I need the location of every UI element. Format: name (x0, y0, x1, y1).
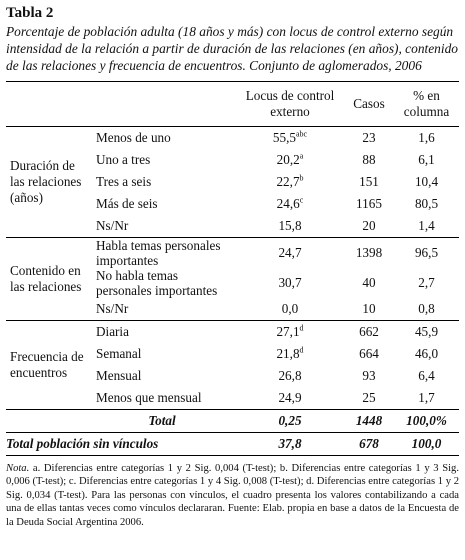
table-row (6, 126, 459, 149)
group-label: Duración de las relaciones (años) (10, 157, 82, 205)
locus-value: 26,8 (278, 367, 302, 383)
table-caption: Porcentaje de población adulta (18 años y más) con locus de control externo según intensidad de la relación a partir de duración de las relaciones (en años), contenido de las relaciones y frecuencia de encuentros. Conjunto de aglomerados, 2006 (6, 24, 458, 74)
casos-value: 20 (362, 217, 376, 233)
casos-value: 23 (362, 129, 376, 145)
grand-total-row (6, 432, 459, 455)
total-row-label: Total (88, 409, 236, 432)
group-label: Frecuencia de encuentros (6, 320, 88, 409)
locus-value: 24,7 (278, 244, 302, 260)
locus-cell (236, 237, 344, 268)
locus-value: 0,0 (281, 300, 299, 316)
footnote-marker: abc (295, 129, 308, 139)
total-row-pct: 100,0% (394, 409, 459, 432)
footnote-marker: b (299, 173, 304, 183)
pct-value: 2,7 (418, 274, 435, 290)
locus-value: 20,2 (276, 151, 300, 167)
total-row-locus: 0,25 (236, 409, 344, 432)
table-row (6, 237, 459, 268)
pct-value: 96,5 (394, 237, 459, 268)
pct-value: 0,8 (418, 300, 435, 316)
row-label: Mensual (96, 368, 142, 384)
locus-cell (236, 387, 344, 410)
row-label: Tres a seis (96, 174, 152, 190)
row-label: Ns/Nr (96, 218, 129, 234)
locus-cell (236, 149, 344, 171)
row-label: Habla temas personales importantes (88, 237, 236, 268)
locus-cell (236, 298, 344, 321)
table-row (6, 320, 459, 343)
row-label: No habla temas personales importantes (96, 267, 218, 298)
locus-cell (236, 193, 344, 215)
casos-value: 662 (344, 320, 394, 343)
pct-value: 80,5 (414, 195, 439, 211)
locus-value: 22,7 (276, 173, 300, 189)
table-note (6, 462, 459, 530)
data-table (6, 81, 459, 456)
locus-cell (236, 268, 344, 298)
casos-value: 25 (362, 389, 376, 405)
table-label: Tabla 2 (6, 5, 54, 21)
header-casos: Casos (344, 81, 394, 126)
grand-total-row-label: Total población sin vínculos (6, 432, 236, 455)
casos-value: 1398 (344, 237, 394, 268)
locus-cell (236, 126, 344, 149)
note-lead: Nota. (6, 462, 30, 474)
locus-value: 27,1 (276, 323, 300, 339)
casos-value: 93 (362, 367, 376, 383)
row-label: Menos de uno (96, 130, 171, 146)
row-label: Uno a tres (96, 152, 151, 168)
locus-value: 15,8 (278, 217, 302, 233)
header-row (6, 81, 459, 126)
locus-value: 24,6 (276, 195, 300, 211)
locus-value: 24,9 (278, 389, 302, 405)
pct-value: 1,6 (418, 129, 435, 145)
pct-value: 6,1 (418, 151, 435, 167)
note-text: a. Diferencias entre categorías 1 y 2 Sig. 0,004 (T-test); b. Diferencias entre categorías 1 y 3 Sig. 0,006 (T-test); c. Diferencias entre categorías 1 y 4 Sig. 0,008 (T-test); d. Diferencias entre categorías 1 y 2 Sig. 0,034 (T-test). Para las personas con vínculos, el cuadro presenta los valores contabilizando a cada una de ellas tantas veces como vínculos declararan. Fuente: Elab. propia en base a datos de la Encuesta de la Deuda Social Argentina 2006. (6, 462, 459, 528)
row-label: Más de seis (96, 196, 158, 212)
row-label: Diaria (88, 320, 236, 343)
header-locus: Locus de control externo (236, 81, 344, 126)
footnote-marker: d (299, 345, 304, 355)
locus-cell (236, 343, 344, 365)
footnote-marker: d (299, 323, 304, 333)
locus-value: 30,7 (278, 274, 302, 290)
casos-value: 664 (359, 345, 379, 361)
row-label: Menos que mensual (96, 390, 202, 406)
locus-cell (236, 365, 344, 387)
footnote-marker: a (299, 151, 304, 161)
locus-value: 55,5 (272, 129, 296, 145)
grand-total-row-locus: 37,8 (236, 432, 344, 455)
pct-value: 1,7 (418, 389, 435, 405)
locus-cell (236, 215, 344, 238)
pct-value: 6,4 (418, 367, 435, 383)
footnote-marker: c (299, 195, 304, 205)
casos-value: 40 (362, 274, 376, 290)
pct-value: 1,4 (418, 217, 435, 233)
casos-value: 10 (362, 300, 376, 316)
pct-value: 46,0 (414, 345, 439, 361)
casos-value: 1165 (356, 195, 382, 211)
row-label: Semanal (96, 346, 142, 362)
locus-cell (236, 320, 344, 343)
grand-total-row-pct: 100,0 (394, 432, 459, 455)
casos-value: 151 (359, 173, 379, 189)
locus-cell (236, 171, 344, 193)
casos-value: 88 (362, 151, 376, 167)
pct-value: 10,4 (414, 173, 439, 189)
grand-total-row-casos: 678 (344, 432, 394, 455)
pct-value: 45,9 (394, 320, 459, 343)
row-label: Ns/Nr (96, 301, 129, 317)
locus-value: 21,8 (276, 345, 300, 361)
header-pct: % en columna (394, 81, 459, 126)
total-row-casos: 1448 (344, 409, 394, 432)
total-row (6, 409, 459, 432)
group-label: Contenido en las relaciones (6, 237, 88, 320)
